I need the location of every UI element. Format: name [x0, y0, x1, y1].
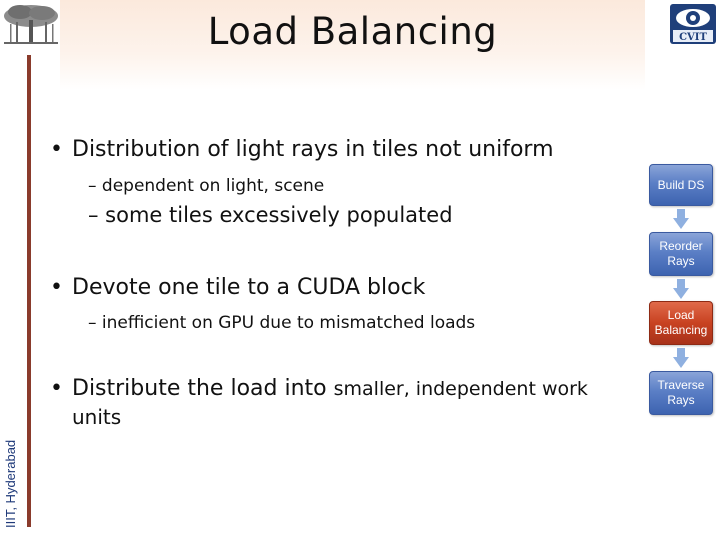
sub-bullet-1-1: – dependent on light, scene	[88, 176, 325, 196]
sub-bullet-1-2: – some tiles excessively populated	[88, 203, 453, 227]
institution-side-label: IIIT, Hyderabad	[3, 439, 18, 528]
flow-step-load-balancing: Load Balancing	[649, 301, 713, 345]
flow-arrow-down-icon	[673, 348, 689, 368]
sub-bullet-2-1: – inefficient on GPU due to mismatched loads	[88, 313, 476, 333]
bullet-2-text: Devote one tile to a CUDA block	[72, 275, 426, 300]
cvit-logo-icon	[668, 2, 718, 46]
bullet-3-text-part2: smaller, independent work	[333, 378, 588, 400]
flow-step-reorder-rays: Reorder Rays	[649, 232, 713, 276]
svg-text:CVIT: CVIT	[679, 32, 707, 43]
bullet-1-text: Distribution of light rays in tiles not uniform	[72, 137, 554, 162]
flow-arrow-down-icon	[673, 209, 689, 229]
slide-title: Load Balancing	[207, 10, 498, 53]
bullet-3-text-part1: Distribute the load into	[72, 376, 334, 401]
bullet-2: • Devote one tile to a CUDA block	[50, 275, 426, 300]
flow-step-traverse-rays: Traverse Rays	[649, 371, 713, 415]
bullet-3: • Distribute the load into smaller, independent work	[50, 376, 588, 401]
flow-arrow-down-icon	[673, 279, 689, 299]
flow-step-build-ds: Build DS	[649, 164, 713, 206]
bullet-1: • Distribution of light rays in tiles not uniform	[50, 137, 554, 162]
bullet-3-continuation: units	[72, 405, 122, 429]
